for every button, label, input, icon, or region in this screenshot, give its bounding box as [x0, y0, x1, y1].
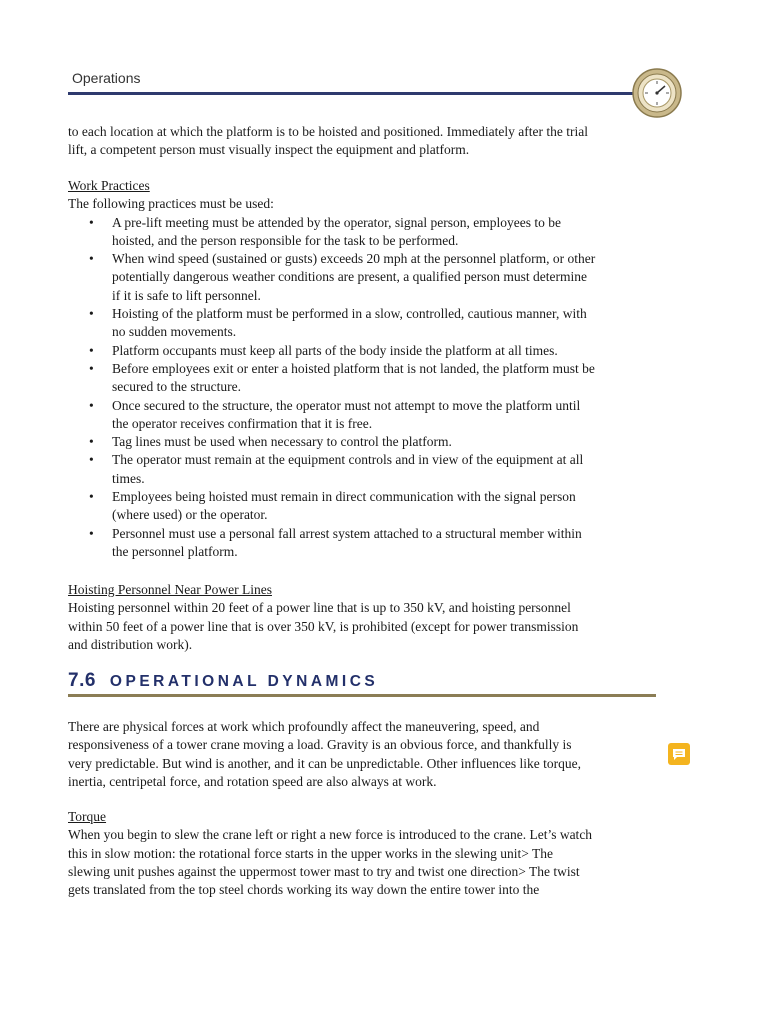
torque-line: this in slow motion: the rotational force starts in the upper works in the slewing unit> The: [68, 845, 554, 861]
section-heading: [68, 670, 378, 692]
work-practices-heading: Work Practices: [68, 178, 150, 193]
work-practices-list: [68, 214, 668, 562]
torque-line: When you begin to slew the crane left or right a new force is introduced to the crane. Let’s watch: [68, 827, 593, 843]
page-header-title: Operations: [72, 70, 141, 86]
section-number: 7.6: [68, 670, 96, 691]
torque-line: gets translated from the top steel chords working its way down the entire tower into the: [68, 882, 540, 898]
list-item: • Once secured to the structure, the operator must not attempt to move the platform until the operator receives confirmation that it is free.: [112, 397, 668, 434]
list-item: • The operator must remain at the equipment controls and in view of the equipment at all times.: [112, 451, 668, 488]
list-item: • Before employees exit or enter a hoisted platform that is not landed, the platform must be secured to the structure.: [112, 360, 668, 397]
header-divider: [68, 92, 636, 95]
list-item: • Platform occupants must keep all parts of the body inside the platform at all times.: [112, 342, 668, 360]
list-item: • Employees being hoisted must remain in direct communication with the signal person (where used) or the operator.: [112, 488, 668, 525]
power-lines-section: [68, 581, 668, 654]
list-item: • Hoisting of the platform must be performed in a slow, controlled, cautious manner, with no sudden movements.: [112, 305, 668, 342]
list-item: • When wind speed (sustained or gusts) exceeds 20 mph at the personnel platform, or other potentially dangerous weather conditions are present, a qualified person must determine if it is safe to lift personnel.: [112, 250, 668, 305]
comment-icon[interactable]: [668, 743, 690, 765]
intro-line: lift, a competent person must visually inspect the equipment and platform.: [68, 142, 470, 158]
power-lines-line: Hoisting personnel within 20 feet of a power line that is up to 350 kV, and hoisting personnel: [68, 600, 571, 616]
torque-section: [68, 808, 668, 899]
work-practices-section: [68, 177, 668, 561]
intro-line: to each location at which the platform is to be hoisted and positioned. Immediately after the trial: [68, 124, 588, 139]
power-lines-line: within 50 feet of a power line that is over 350 kV, is prohibited (except for power transmission: [68, 618, 579, 634]
torque-line: slewing unit pushes against the uppermost tower mast to try and twist one direction> The twist: [68, 863, 580, 879]
list-item: • Tag lines must be used when necessary to control the platform.: [112, 433, 668, 451]
dynamics-line: very predictable. But wind is another, and it can be unpredictable. Other influences like torque,: [68, 755, 582, 771]
section-divider: [68, 694, 656, 697]
list-item: • Personnel must use a personal fall arrest system attached to a structural member within the personnel platform.: [112, 525, 668, 562]
section-title: OPERATIONAL DYNAMICS: [109, 673, 379, 690]
power-lines-heading: Hoisting Personnel Near Power Lines: [68, 582, 272, 597]
list-item: • A pre-lift meeting must be attended by the operator, signal person, employees to be hoisted, and the person responsible for the task to be performed.: [112, 214, 668, 251]
dynamics-line: responsiveness of a tower crane moving a load. Gravity is an obvious force, and thankfully is: [68, 737, 572, 753]
dynamics-line: There are physical forces at work which profoundly affect the maneuvering, speed, and: [68, 719, 540, 734]
power-lines-line: and distribution work).: [68, 636, 193, 652]
dynamics-line: inertia, centripetal force, and rotation speed are also always at work.: [68, 773, 437, 789]
intro-paragraph: [68, 123, 668, 160]
torque-heading: Torque: [68, 809, 107, 824]
dynamics-paragraph: [68, 718, 668, 791]
work-practices-lead: The following practices must be used:: [68, 196, 274, 212]
gauge-seal-icon: [632, 68, 682, 118]
